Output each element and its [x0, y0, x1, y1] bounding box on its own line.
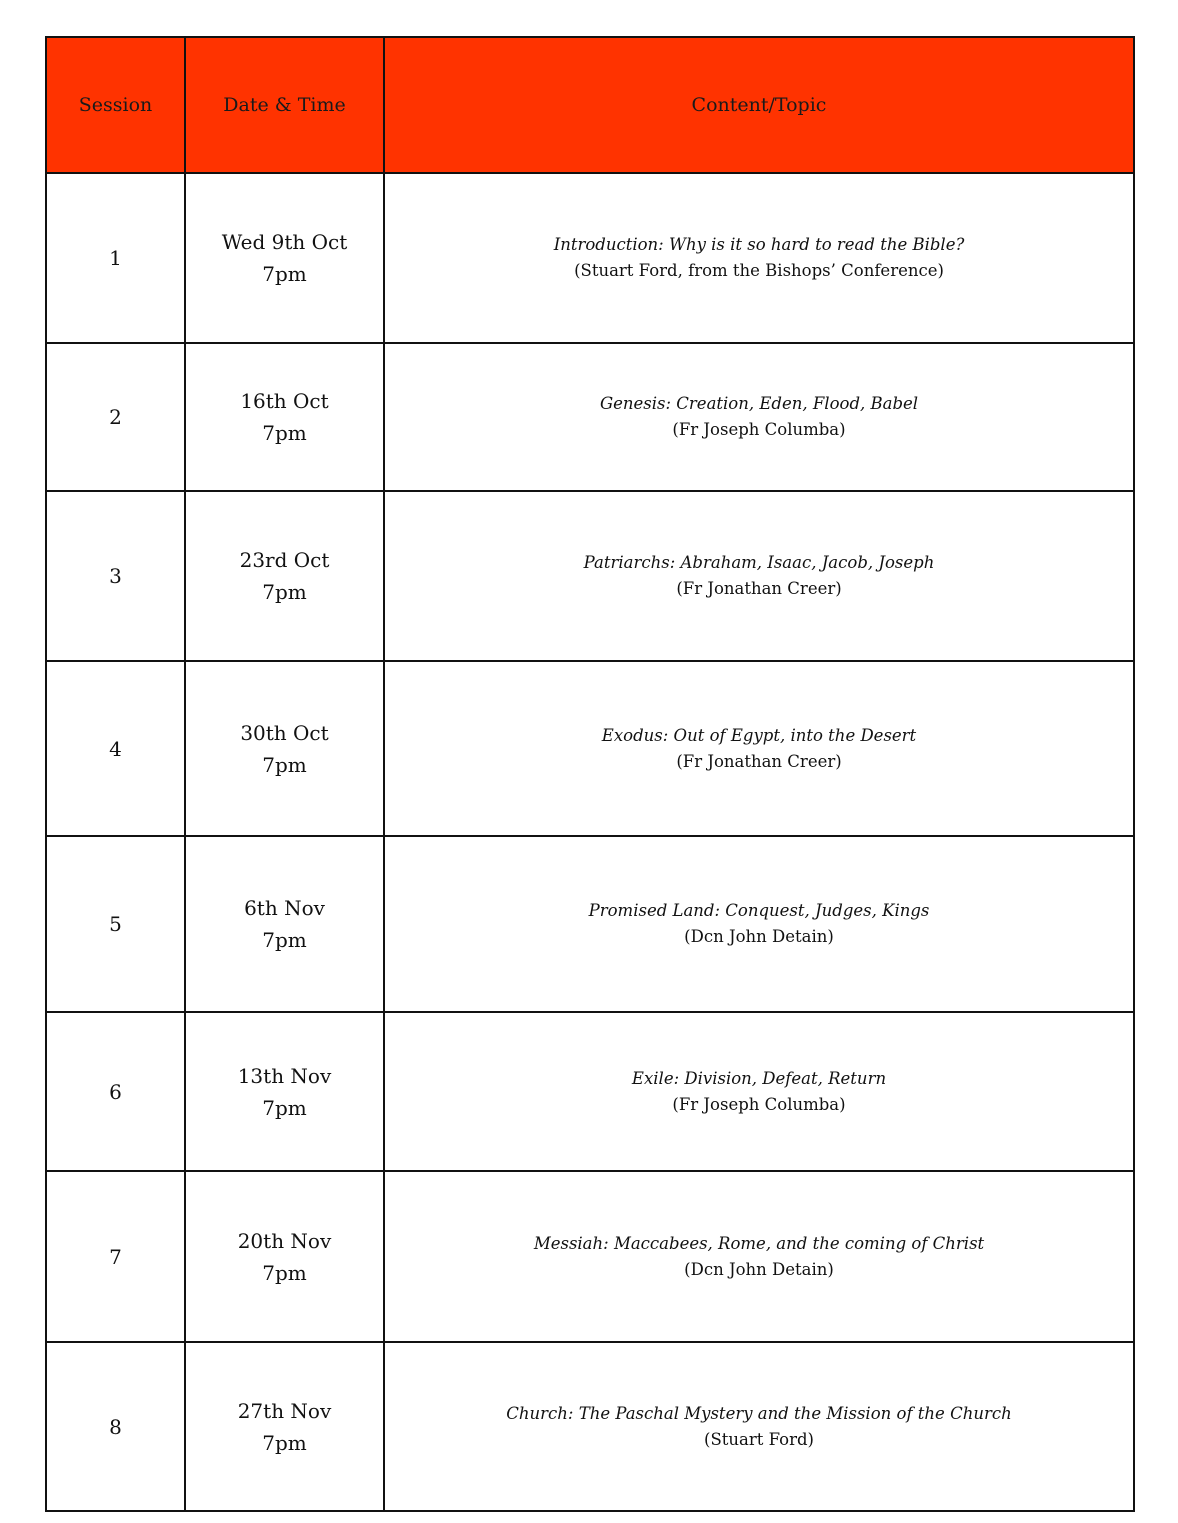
session-time: 7pm	[262, 262, 307, 286]
header-date-time: Date & Time	[185, 37, 384, 173]
topic-title: Genesis: Creation, Eden, Flood, Babel	[599, 394, 919, 413]
session-number: 3	[46, 491, 185, 661]
table-row	[46, 343, 1134, 491]
session-number: 6	[46, 1012, 185, 1171]
table-row	[46, 661, 1134, 836]
session-time: 7pm	[262, 1430, 307, 1455]
header-session: Session	[46, 37, 185, 173]
session-time: 7pm	[262, 1095, 307, 1120]
topic-cell	[384, 661, 1134, 836]
table-row	[46, 1342, 1134, 1511]
table-row	[46, 836, 1134, 1012]
session-number: 1	[46, 173, 185, 343]
session-date: 20th Nov	[237, 1228, 332, 1253]
topic-title: Promised Land: Conquest, Judges, Kings	[588, 901, 930, 920]
schedule-table	[45, 36, 1135, 1512]
date-time-cell	[185, 343, 384, 491]
date-time-cell	[185, 661, 384, 836]
topic-cell	[384, 1342, 1134, 1511]
session-time: 7pm	[262, 752, 307, 777]
topic-title: Exodus: Out of Egypt, into the Desert	[601, 725, 917, 745]
session-number: 7	[46, 1171, 185, 1342]
topic-speaker: (Fr Joseph Columba)	[672, 420, 846, 439]
topic-speaker: (Dcn John Detain)	[684, 1259, 834, 1279]
date-time-cell	[185, 836, 384, 1012]
session-date: Wed 9th Oct	[221, 230, 348, 254]
topic-title: Exile: Division, Defeat, Return	[631, 1068, 887, 1088]
topic-cell	[384, 836, 1134, 1012]
topic-title: Church: The Paschal Mystery and the Mission of the Church	[506, 1403, 1012, 1423]
table-row	[46, 1171, 1134, 1342]
session-number: 8	[46, 1342, 185, 1511]
session-date: 6th Nov	[244, 896, 325, 920]
session-date: 16th Oct	[240, 389, 329, 413]
header-content-topic: Content/Topic	[384, 37, 1134, 173]
session-date: 27th Nov	[237, 1398, 332, 1423]
date-time-cell	[185, 173, 384, 343]
topic-cell	[384, 491, 1134, 661]
topic-cell	[384, 343, 1134, 491]
session-time: 7pm	[262, 580, 307, 604]
topic-speaker: (Fr Jonathan Creer)	[676, 579, 842, 598]
topic-cell	[384, 1171, 1134, 1342]
session-date: 23rd Oct	[239, 548, 330, 572]
session-time: 7pm	[262, 1260, 307, 1285]
topic-title: Messiah: Maccabees, Rome, and the coming of Christ	[533, 1233, 985, 1253]
session-time: 7pm	[262, 928, 307, 952]
date-time-cell	[185, 1012, 384, 1171]
table-row	[46, 491, 1134, 661]
topic-speaker: (Fr Joseph Columba)	[672, 1094, 846, 1114]
session-number: 2	[46, 343, 185, 491]
topic-cell	[384, 1012, 1134, 1171]
session-time: 7pm	[262, 421, 307, 445]
table-row	[46, 173, 1134, 343]
header-row	[46, 37, 1134, 173]
date-time-cell	[185, 1171, 384, 1342]
topic-speaker: (Stuart Ford)	[704, 1429, 814, 1449]
topic-title: Patriarchs: Abraham, Isaac, Jacob, Joseph	[583, 553, 935, 572]
session-date: 30th Oct	[240, 720, 329, 745]
session-number: 4	[46, 661, 185, 836]
topic-speaker: (Stuart Ford, from the Bishops’ Conference)	[574, 261, 944, 280]
topic-title: Introduction: Why is it so hard to read the Bible?	[553, 235, 965, 254]
date-time-cell	[185, 1342, 384, 1511]
topic-cell	[384, 173, 1134, 343]
date-time-cell	[185, 491, 384, 661]
topic-speaker: (Fr Jonathan Creer)	[676, 751, 842, 771]
session-number: 5	[46, 836, 185, 1012]
session-date: 13th Nov	[237, 1063, 332, 1088]
table-row	[46, 1012, 1134, 1171]
topic-speaker: (Dcn John Detain)	[684, 927, 834, 946]
